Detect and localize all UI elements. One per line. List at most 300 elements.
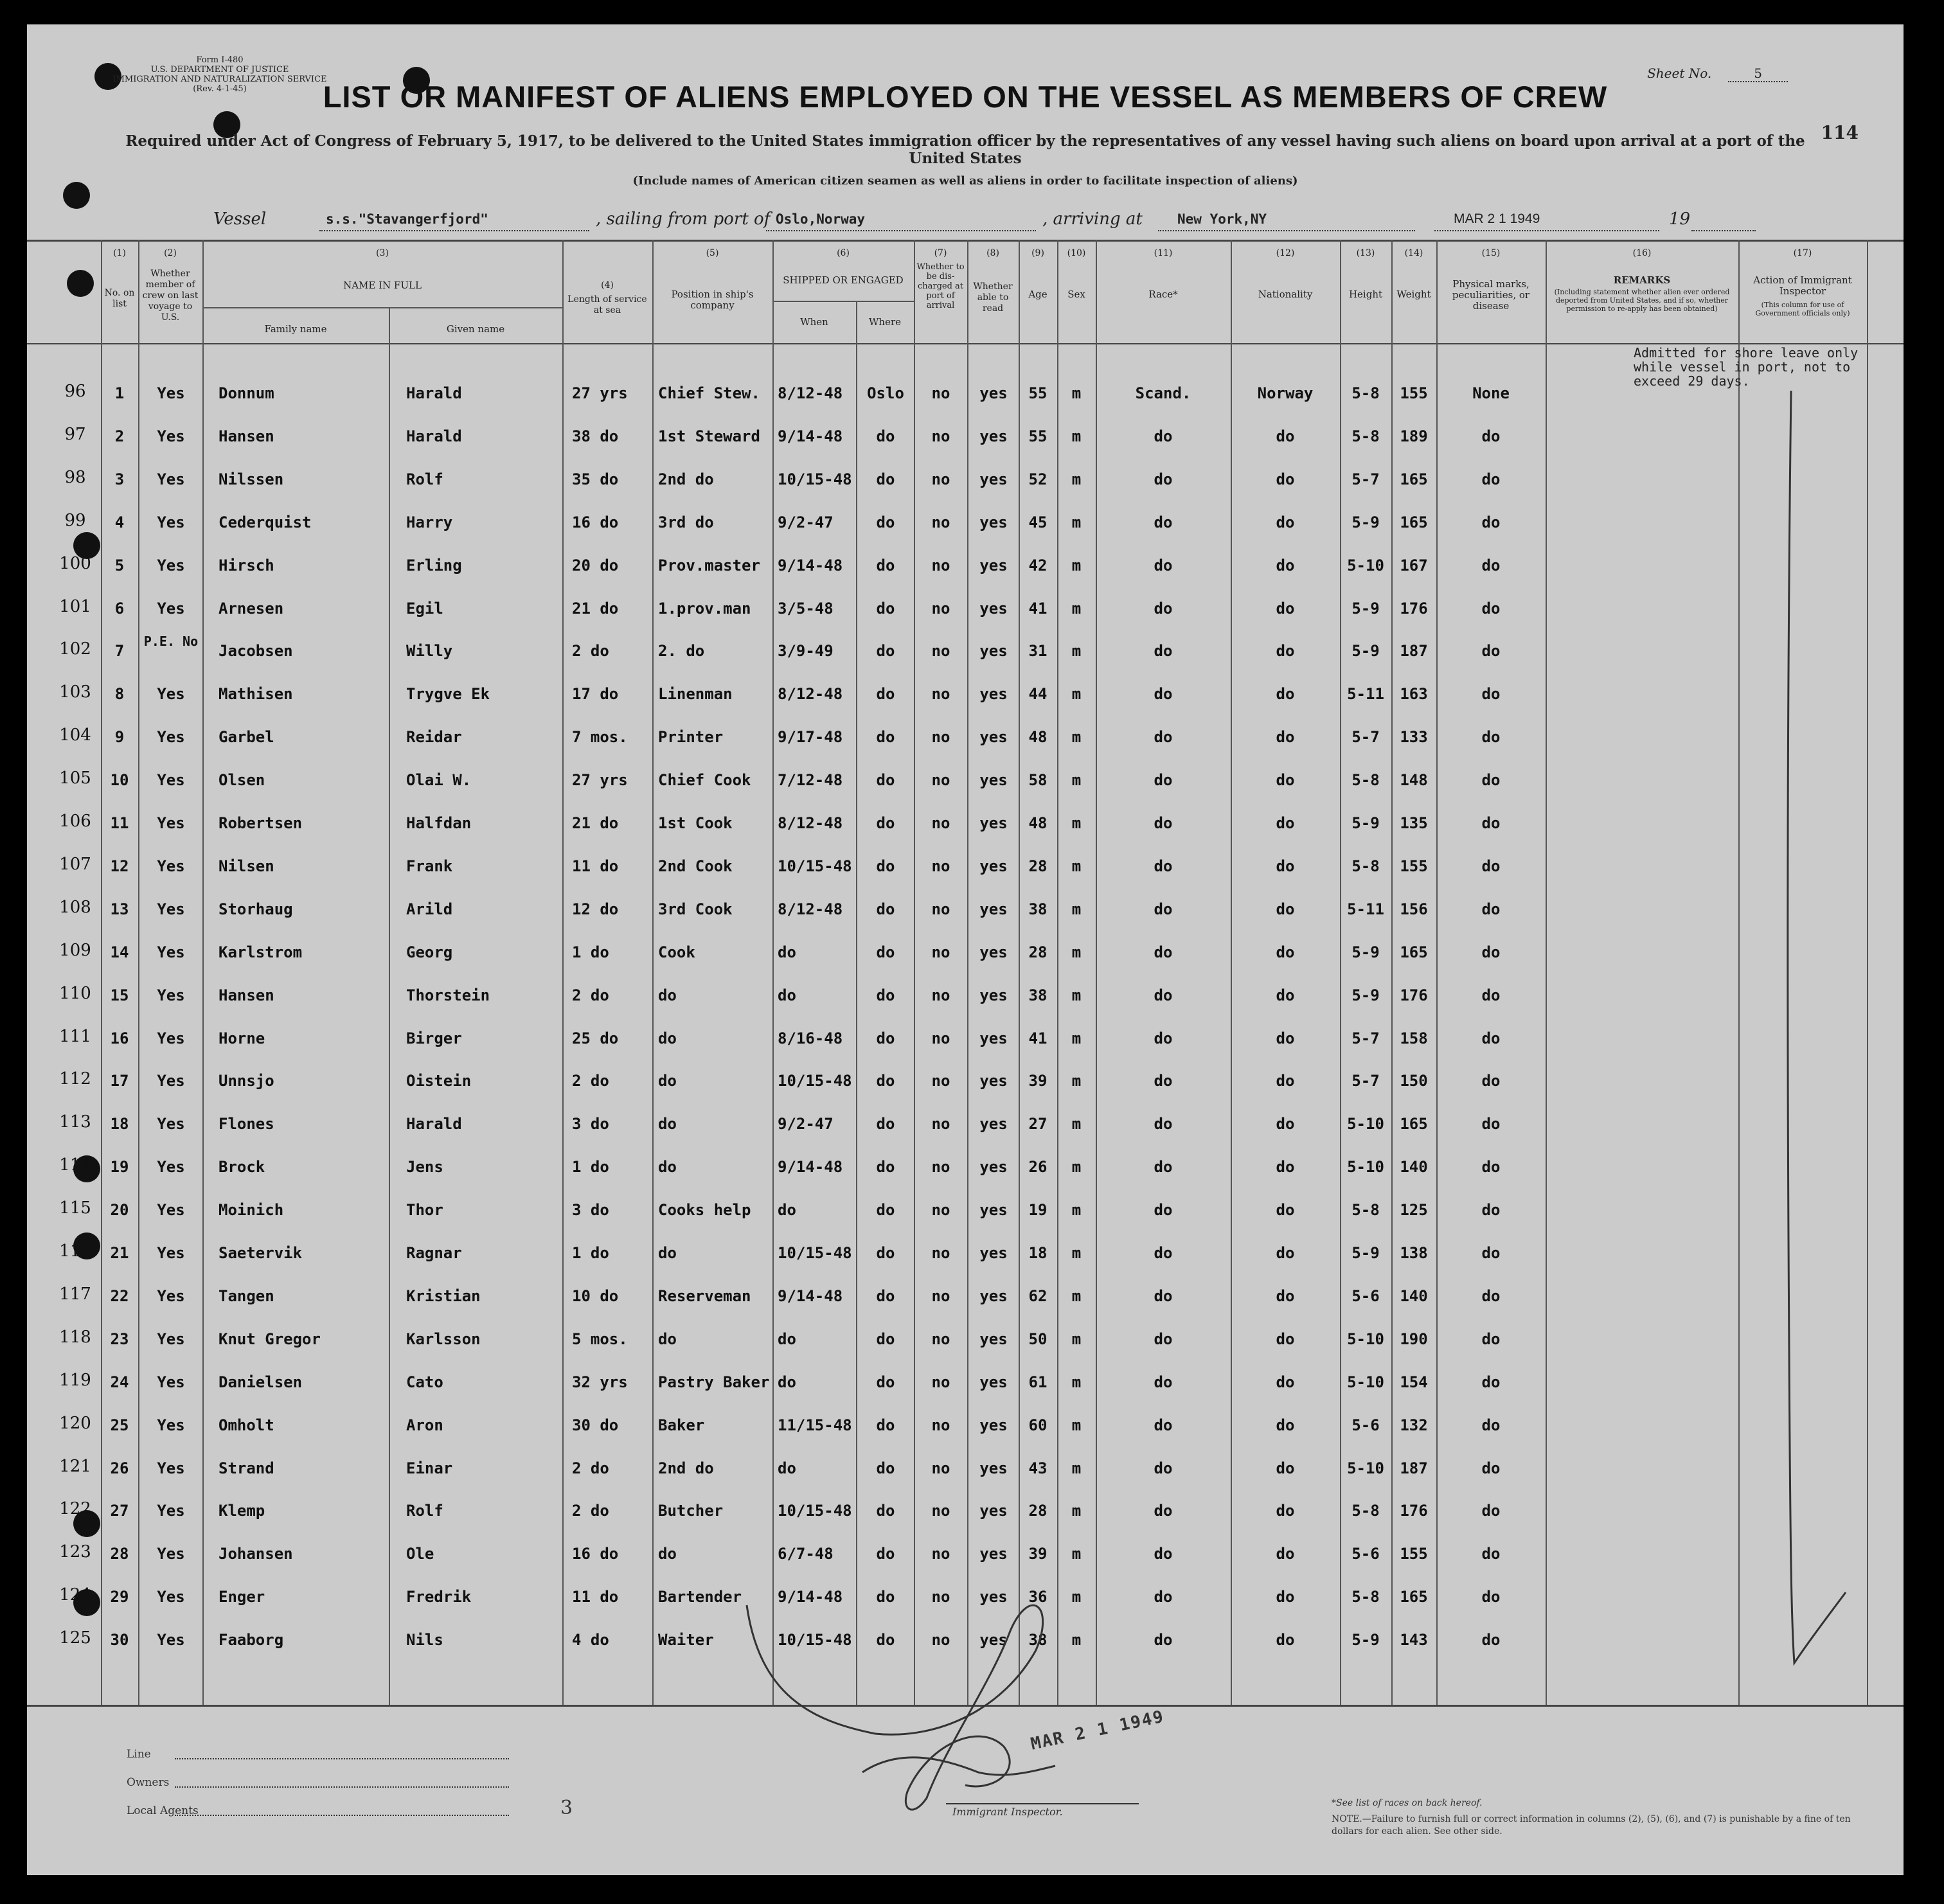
header-discharged: Whether to be dis-charged at port of arrival (916, 262, 965, 310)
cell-disch: no (931, 470, 950, 488)
col-num: (11) (1154, 248, 1173, 258)
cell-phys: do (1481, 1416, 1501, 1434)
line-number: 102 (59, 639, 91, 659)
cell-weight: 176 (1400, 986, 1428, 1004)
line-number: 105 (59, 769, 91, 788)
cell-phys: do (1481, 427, 1501, 445)
header-sex: Sex (1067, 289, 1085, 300)
cell-weight: 140 (1400, 1158, 1428, 1176)
cell-weight: 150 (1400, 1072, 1428, 1090)
cell-race: do (1154, 513, 1173, 531)
cell-phys: do (1481, 1373, 1501, 1391)
cell-position: 2nd do (658, 470, 714, 488)
cell-race: do (1154, 1287, 1173, 1305)
cell-no: 2 (114, 427, 125, 445)
cell-nat: Norway (1257, 384, 1314, 402)
cell-family: Hansen (218, 986, 274, 1004)
cell-weight: 135 (1400, 814, 1428, 832)
cell-no: 25 (110, 1416, 129, 1434)
cell-weight: 187 (1400, 1459, 1428, 1477)
cell-no: 6 (114, 600, 125, 618)
cell-sex: m (1071, 857, 1082, 875)
cell-family: Hansen (218, 427, 274, 445)
cell-nat: do (1276, 943, 1295, 961)
cell-no: 24 (110, 1373, 129, 1391)
cell-disch: no (931, 1631, 950, 1649)
port-label: , sailing from port of (596, 209, 771, 229)
cell-no: 9 (114, 728, 125, 746)
cell-no: 13 (110, 900, 129, 918)
cell-weight: 133 (1400, 728, 1428, 746)
cell-service: 12 do (572, 900, 619, 918)
line-number: 106 (59, 812, 91, 831)
cell-when: 8/12-48 (778, 900, 843, 918)
cell-given: Thorstein (406, 986, 490, 1004)
cell-service: 3 do (572, 1201, 609, 1219)
cell-where: do (876, 1631, 895, 1649)
cell-sex: m (1071, 728, 1082, 746)
cell-given: Trygve Ek (406, 685, 490, 703)
header-where: Where (868, 316, 901, 328)
cell-weight: 187 (1400, 642, 1428, 660)
cell-where: do (876, 642, 895, 660)
header-family-name: Family name (264, 323, 327, 335)
footer-agents-label: Local Agents (127, 1804, 199, 1817)
line-number: 119 (59, 1371, 91, 1390)
cell-where: do (876, 1545, 895, 1563)
cell-position: Printer (658, 728, 724, 746)
cell-position: Linenman (658, 685, 733, 703)
cell-when: 9/14-48 (778, 1588, 843, 1606)
page-title: LIST OR MANIFEST OF ALIENS EMPLOYED ON THE VESSEL AS MEMBERS OF CREW (323, 80, 1608, 114)
cell-sex: m (1071, 600, 1082, 618)
col-num: (12) (1276, 248, 1295, 258)
cell-when: 8/12-48 (778, 814, 843, 832)
cell-race: do (1154, 1158, 1173, 1176)
cell-read: yes (979, 986, 1008, 1004)
header-length-service: Length of service at sea (567, 294, 647, 316)
cell-age: 48 (1028, 814, 1048, 832)
line-number: 97 (64, 425, 86, 444)
cell-sex: m (1071, 513, 1082, 531)
cell-weight: 158 (1400, 1029, 1428, 1047)
cell-sex: m (1071, 771, 1082, 789)
cell-disch: no (931, 1330, 950, 1348)
cell-member: Yes (157, 556, 185, 574)
cell-nat: do (1276, 1029, 1295, 1047)
cell-service: 32 yrs (572, 1373, 628, 1391)
cell-race: do (1154, 1502, 1173, 1520)
cell-disch: no (931, 427, 950, 445)
cell-when: 3/9-49 (778, 642, 834, 660)
cell-position: 1st Cook (658, 814, 733, 832)
cell-sex: m (1071, 427, 1082, 445)
cell-service: 3 do (572, 1115, 609, 1133)
cell-no: 4 (114, 513, 125, 531)
cell-given: Oistein (406, 1072, 472, 1090)
cell-height: 5-8 (1351, 427, 1380, 445)
cell-weight: 154 (1400, 1373, 1428, 1391)
cell-where: do (876, 1373, 895, 1391)
cell-service: 2 do (572, 986, 609, 1004)
header-position: Position in ship's company (671, 289, 754, 311)
cell-phys: do (1481, 513, 1501, 531)
cell-nat: do (1276, 1287, 1295, 1305)
cell-height: 5-10 (1347, 1459, 1384, 1477)
col-num: (15) (1481, 248, 1501, 258)
cell-weight: 167 (1400, 556, 1428, 574)
cell-position: Cook (658, 943, 695, 961)
cell-no: 1 (114, 384, 125, 402)
cell-member: Yes (157, 427, 185, 445)
cell-when: 8/16-48 (778, 1029, 843, 1047)
cell-family: Johansen (218, 1545, 293, 1563)
col-num: (4) (601, 280, 614, 290)
cell-service: 21 do (572, 814, 619, 832)
cell-nat: do (1276, 986, 1295, 1004)
cell-sex: m (1071, 814, 1082, 832)
cell-family: Enger (218, 1588, 265, 1606)
cell-position: Waiter (658, 1631, 714, 1649)
cell-phys: do (1481, 728, 1501, 746)
col-num: (2) (164, 248, 177, 258)
cell-given: Egil (406, 600, 443, 618)
cell-disch: no (931, 1545, 950, 1563)
line-number: 116 (59, 1241, 91, 1261)
cell-read: yes (979, 1115, 1008, 1133)
cell-height: 5-9 (1351, 943, 1380, 961)
cell-nat: do (1276, 1072, 1295, 1090)
line-number: 115 (59, 1198, 91, 1218)
cell-when: do (778, 1459, 796, 1477)
cell-race: do (1154, 685, 1173, 703)
service: IMMIGRATION AND NATURALIZATION SERVICE (112, 75, 327, 84)
cell-read: yes (979, 814, 1008, 832)
cell-age: 44 (1028, 685, 1048, 703)
cell-race: do (1154, 900, 1173, 918)
cell-sex: m (1071, 943, 1082, 961)
col-num: (5) (706, 248, 719, 258)
cell-no: 10 (110, 771, 129, 789)
cell-where: Oslo (867, 384, 904, 402)
cell-phys: do (1481, 1029, 1501, 1047)
cell-given: Frank (406, 857, 453, 875)
cell-where: do (876, 1287, 895, 1305)
footer-line-label: Line (127, 1748, 151, 1761)
cell-sex: m (1071, 556, 1082, 574)
cell-nat: do (1276, 771, 1295, 789)
cell-disch: no (931, 857, 950, 875)
cell-position: Prov.master (658, 556, 760, 574)
cell-when: 6/7-48 (778, 1545, 834, 1563)
cell-phys: do (1481, 1459, 1501, 1477)
cell-nat: do (1276, 814, 1295, 832)
cell-height: 5-8 (1351, 1502, 1380, 1520)
cell-weight: 165 (1400, 470, 1428, 488)
cell-sex: m (1071, 1244, 1082, 1262)
cell-nat: do (1276, 1631, 1295, 1649)
cell-age: 26 (1028, 1158, 1048, 1176)
cell-weight: 165 (1400, 943, 1428, 961)
cell-height: 5-10 (1347, 1158, 1384, 1176)
cell-race: do (1154, 470, 1173, 488)
cell-family: Cederquist (218, 513, 312, 531)
cell-when: 9/14-48 (778, 427, 843, 445)
cell-disch: no (931, 814, 950, 832)
cell-family: Knut Gregor (218, 1330, 321, 1348)
cell-race: do (1154, 1072, 1173, 1090)
cell-member: Yes (157, 1244, 185, 1262)
include-note: (Include names of American citizen seamen as well as aliens in order to facilitate inspection of aliens) (632, 174, 1298, 188)
cell-age: 43 (1028, 1459, 1048, 1477)
cell-family: Strand (218, 1459, 274, 1477)
cell-race: do (1154, 427, 1173, 445)
cell-service: 2 do (572, 642, 609, 660)
cell-age: 60 (1028, 1416, 1048, 1434)
cell-phys: do (1481, 1201, 1501, 1219)
cell-family: Storhaug (218, 900, 293, 918)
cell-service: 2 do (572, 1502, 609, 1520)
cell-no: 14 (110, 943, 129, 961)
line-number: 117 (59, 1285, 91, 1304)
cell-member: Yes (157, 1416, 185, 1434)
cell-given: Aron (406, 1416, 443, 1434)
cell-disch: no (931, 1158, 950, 1176)
cell-disch: no (931, 1029, 950, 1047)
cell-disch: no (931, 728, 950, 746)
cell-member: Yes (157, 900, 185, 918)
cell-race: do (1154, 771, 1173, 789)
check-mark-icon (1736, 384, 1865, 1669)
cell-phys: do (1481, 1244, 1501, 1262)
cell-weight: 155 (1400, 1545, 1428, 1563)
cell-given: Halfdan (406, 814, 472, 832)
cell-where: do (876, 1330, 895, 1348)
cell-no: 18 (110, 1115, 129, 1133)
cell-where: do (876, 857, 895, 875)
cell-height: 5-8 (1351, 1201, 1380, 1219)
cell-height: 5-7 (1351, 1072, 1380, 1090)
col-num: (17) (1793, 248, 1812, 258)
cell-phys: do (1481, 814, 1501, 832)
cell-nat: do (1276, 1330, 1295, 1348)
cell-race: do (1154, 986, 1173, 1004)
cell-race: do (1154, 857, 1173, 875)
cell-service: 20 do (572, 556, 619, 574)
cell-service: 1 do (572, 943, 609, 961)
cell-where: do (876, 1416, 895, 1434)
cell-no: 21 (110, 1244, 129, 1262)
cell-phys: do (1481, 1287, 1501, 1305)
cell-where: do (876, 1072, 895, 1090)
cell-disch: no (931, 1072, 950, 1090)
cell-service: 16 do (572, 513, 619, 531)
cell-nat: do (1276, 470, 1295, 488)
line-number: 99 (64, 511, 86, 530)
cell-read: yes (979, 1502, 1008, 1520)
line-number: 98 (64, 468, 86, 487)
cell-given: Harald (406, 384, 462, 402)
cell-family: Jacobsen (218, 642, 293, 660)
cell-race: Scand. (1135, 384, 1191, 402)
line-number: 103 (59, 682, 91, 702)
line-number: 122 (59, 1499, 91, 1518)
cell-where: do (876, 900, 895, 918)
cell-no: 11 (110, 814, 129, 832)
cell-no: 28 (110, 1545, 129, 1563)
cell-sex: m (1071, 642, 1082, 660)
line-number: 121 (59, 1457, 91, 1476)
cell-age: 28 (1028, 943, 1048, 961)
cell-position: Chief Stew. (658, 384, 760, 402)
cell-family: Saetervik (218, 1244, 303, 1262)
cell-position: Cooks help (658, 1201, 751, 1219)
cell-read: yes (979, 600, 1008, 618)
department: U.S. DEPARTMENT OF JUSTICE (150, 65, 289, 75)
line-number: 101 (59, 597, 91, 616)
cell-read: yes (979, 1158, 1008, 1176)
cell-sex: m (1071, 1072, 1082, 1090)
cell-read: yes (979, 1416, 1008, 1434)
cell-sex: m (1071, 1631, 1082, 1649)
cell-when: 3/5-48 (778, 600, 834, 618)
cell-when: 10/15-48 (778, 857, 852, 875)
line-number: 124 (59, 1585, 91, 1605)
cell-nat: do (1276, 728, 1295, 746)
cell-read: yes (979, 900, 1008, 918)
cell-position: Pastry Baker (658, 1373, 770, 1391)
cell-sex: m (1071, 1416, 1082, 1434)
cell-no: 20 (110, 1201, 129, 1219)
cell-nat: do (1276, 600, 1295, 618)
punch-hole (67, 270, 94, 297)
cell-read: yes (979, 642, 1008, 660)
arriving-label: , arriving at (1042, 209, 1143, 229)
line-number: 123 (59, 1542, 91, 1561)
cell-when: 10/15-48 (778, 1244, 852, 1262)
cell-service: 1 do (572, 1158, 609, 1176)
cell-phys: do (1481, 1502, 1501, 1520)
cell-race: do (1154, 943, 1173, 961)
col-num: (13) (1356, 248, 1375, 258)
cell-where: do (876, 1029, 895, 1047)
cell-disch: no (931, 1287, 950, 1305)
cell-phys: do (1481, 1330, 1501, 1348)
cell-height: 5-9 (1351, 1244, 1380, 1262)
cell-race: do (1154, 556, 1173, 574)
cell-phys: do (1481, 685, 1501, 703)
cell-when: 10/15-48 (778, 470, 852, 488)
cell-given: Willy (406, 642, 453, 660)
remarks-text: Admitted for shore leave only while vessel in port, not to exceed 29 days. (1634, 345, 1859, 389)
cell-disch: no (931, 771, 950, 789)
header-race: Race* (1148, 289, 1178, 300)
cell-family: Tangen (218, 1287, 274, 1305)
cell-phys: do (1481, 1072, 1501, 1090)
cell-weight: 190 (1400, 1330, 1428, 1348)
cell-nat: do (1276, 1201, 1295, 1219)
cell-member: P.E. No (143, 634, 199, 649)
cell-given: Rolf (406, 1502, 443, 1520)
cell-age: 18 (1028, 1244, 1048, 1262)
cell-phys: None (1472, 384, 1510, 402)
cell-member: Yes (157, 1072, 185, 1090)
cell-position: Reserveman (658, 1287, 751, 1305)
cell-race: do (1154, 1545, 1173, 1563)
cell-height: 5-10 (1347, 1330, 1384, 1348)
footnote-races: *See list of races on back hereof. (1332, 1798, 1483, 1808)
vessel-label: Vessel (213, 209, 267, 229)
header-action: Action of Immigrant Inspector (1753, 274, 1852, 297)
cell-phys: do (1481, 556, 1501, 574)
header-able-read: Whether able to read (973, 281, 1013, 314)
cell-sex: m (1071, 900, 1082, 918)
inspector-label: Immigrant Inspector. (952, 1806, 1063, 1818)
cell-phys: do (1481, 943, 1501, 961)
cell-member: Yes (157, 513, 185, 531)
cell-family: Brock (218, 1158, 265, 1176)
cell-when: 10/15-48 (778, 1072, 852, 1090)
cell-disch: no (931, 1373, 950, 1391)
cell-given: Nils (406, 1631, 443, 1649)
cell-read: yes (979, 1244, 1008, 1262)
cell-member: Yes (157, 814, 185, 832)
cell-when: do (778, 1330, 796, 1348)
cell-race: do (1154, 814, 1173, 832)
cell-family: Klemp (218, 1502, 265, 1520)
cell-position: do (658, 986, 677, 1004)
cell-race: do (1154, 1588, 1173, 1606)
cell-age: 38 (1028, 900, 1048, 918)
cell-nat: do (1276, 556, 1295, 574)
cell-service: 2 do (572, 1072, 609, 1090)
cell-age: 39 (1028, 1072, 1048, 1090)
cell-given: Erling (406, 556, 462, 574)
footnote-fine: NOTE.—Failure to furnish full or correct information in columns (2), (5), (6), and (7) is punishable by a fine of ten dollars for each alien. See other side. (1332, 1814, 1851, 1837)
cell-given: Rolf (406, 470, 443, 488)
header-height: Height (1348, 289, 1383, 300)
cell-age: 61 (1028, 1373, 1048, 1391)
sheet-value: 5 (1728, 66, 1788, 82)
cell-given: Harald (406, 1115, 462, 1133)
cell-member: Yes (157, 1287, 185, 1305)
cell-age: 55 (1028, 427, 1048, 445)
line-number: 111 (59, 1027, 91, 1046)
cell-height: 5-8 (1351, 771, 1380, 789)
header-given-name: Given name (446, 323, 505, 335)
cell-member: Yes (157, 1373, 185, 1391)
cell-age: 55 (1028, 384, 1048, 402)
cell-sex: m (1071, 1158, 1082, 1176)
cell-read: yes (979, 1459, 1008, 1477)
cell-family: Hirsch (218, 556, 274, 574)
cell-family: Moinich (218, 1201, 284, 1219)
cell-position: do (658, 1244, 677, 1262)
cell-where: do (876, 427, 895, 445)
cell-position: Butcher (658, 1502, 724, 1520)
cell-phys: do (1481, 642, 1501, 660)
cell-when: 11/15-48 (778, 1416, 852, 1434)
cell-weight: 138 (1400, 1244, 1428, 1262)
cell-race: do (1154, 1244, 1173, 1262)
cell-service: 16 do (572, 1545, 619, 1563)
line-number: 114 (59, 1155, 91, 1175)
col-num: (16) (1632, 248, 1652, 258)
header-weight: Weight (1396, 289, 1431, 300)
cell-phys: do (1481, 470, 1501, 488)
cell-sex: m (1071, 986, 1082, 1004)
cell-given: Thor (406, 1201, 443, 1219)
